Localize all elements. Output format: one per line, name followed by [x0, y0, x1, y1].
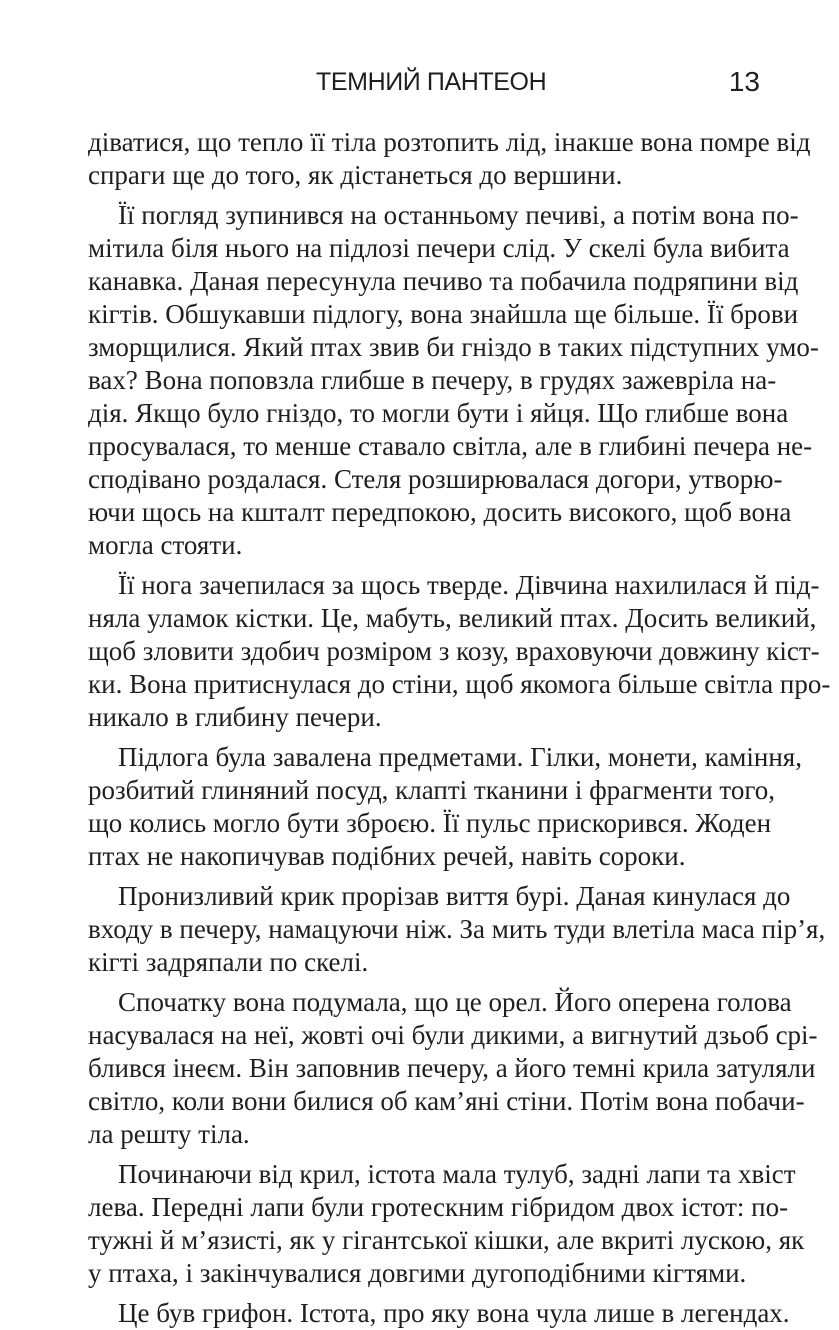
text-line: птах не накопичував подібних речей, навіть сороки.	[88, 841, 686, 871]
paragraph	[88, 1297, 790, 1330]
text-line: зморщилися. Який птах звив би гніздо в таких підступних умо-	[88, 332, 819, 362]
text-line: Спочатку вона подумала, що це орел. Його оперена голова	[118, 987, 792, 1017]
text-line: кігті задряпали по скелі.	[88, 947, 369, 977]
text-line: Її нога зачепилася за щось тверде. Дівчина нахилилася й під-	[118, 570, 820, 600]
text-line: вах? Вона поповзла глибше в печеру, в грудях зажевріла на-	[88, 365, 777, 395]
text-line: щоб зловити здобич розміром з козу, враховуючи довжину кіст-	[88, 636, 820, 666]
text-line: ки. Вона притиснулася до стіни, щоб якомога більше світла про-	[88, 669, 831, 699]
text-line: сподівано роздалася. Стеля розширювалася догори, утворю-	[88, 464, 783, 494]
text-line: никало в глибину печери.	[88, 702, 382, 732]
text-line: няла уламок кістки. Це, мабуть, великий птах. Досить великий,	[88, 603, 817, 633]
paragraph-gap	[88, 979, 756, 986]
text-line: мітила біля нього на підлозі печери слід. У скелі була вибита	[88, 233, 790, 263]
text-line: Це був грифон. Істота, про яку вона чула лише в легендах.	[118, 1298, 790, 1328]
paragraph-gap	[88, 1290, 756, 1297]
text-line: канавка. Даная пересунула печиво та побачила подряпини від	[88, 266, 799, 296]
text-line: розбитий глиняний посуд, клапті тканини і фрагменти того,	[88, 775, 775, 805]
text-line: Підлога була завалена предметами. Гілки, монети, каміння,	[118, 742, 802, 772]
paragraph-gap	[88, 734, 756, 741]
paragraph-gap	[88, 192, 756, 199]
text-line: дія. Якщо було гніздо, то могли бути і яйця. Що глибше вона	[88, 398, 789, 428]
paragraph	[88, 741, 802, 873]
text-line: насувалася на неї, жовті очі були дикими, а вигнутий дзьоб срі-	[88, 1020, 818, 1050]
paragraph	[88, 880, 826, 979]
paragraph-gap	[88, 562, 756, 569]
paragraph-gap	[88, 1151, 756, 1158]
text-line: Її погляд зупинився на останньому печиві, а потім вона по-	[118, 200, 799, 230]
paragraph	[88, 199, 819, 562]
running-head	[0, 62, 839, 102]
paragraph	[88, 986, 818, 1151]
text-line: Починаючи від крил, істота мала тулуб, задні лапи та хвіст	[118, 1159, 796, 1189]
text-line: спраги ще до того, як дістанеться до вершини.	[88, 160, 623, 190]
text-line: тужні й м’язисті, як у гігантської кішки, але вкриті лускою, як	[88, 1225, 805, 1255]
text-line: світло, коли вони билися об кам’яні стіни. Потім вона побачи-	[88, 1086, 805, 1116]
text-line: ла решту тіла.	[88, 1119, 250, 1149]
running-title: ТЕМНИЙ ПАНТЕОН	[316, 68, 547, 96]
page-number: 13	[728, 66, 760, 97]
paragraph	[88, 126, 811, 192]
text-line: блився інеєм. Він заповнив печеру, а його темні крила затуляли	[88, 1053, 816, 1083]
paragraph	[88, 1158, 805, 1290]
body-text	[88, 126, 831, 1330]
text-line: просувалася, то менше ставало світла, але в глибині печера не-	[88, 431, 813, 461]
text-line: у птаха, і закінчувалися довгими дугоподібними кігтями.	[88, 1258, 747, 1288]
text-line: діватися, що тепло її тіла розтопить лід, інакше вона помре від	[88, 127, 811, 157]
paragraph	[88, 569, 831, 734]
text-line: ючи щось на кшталт передпокою, досить високого, щоб вона	[88, 497, 792, 527]
text-line: входу в печеру, намацуючи ніж. За мить туди влетіла маса пір’я,	[88, 914, 826, 944]
text-line: лева. Передні лапи були гротескним гібридом двох істот: по-	[88, 1192, 789, 1222]
text-line: що колись могло бути зброєю. Її пульс прискорився. Жоден	[88, 808, 772, 838]
text-line: Пронизливий крик прорізав виття бурі. Даная кинулася до	[118, 881, 791, 911]
text-line: могла стояти.	[88, 530, 243, 560]
paragraph-gap	[88, 873, 756, 880]
text-line: кігтів. Обшукавши підлогу, вона знайшла ще більше. Її брови	[88, 299, 799, 329]
